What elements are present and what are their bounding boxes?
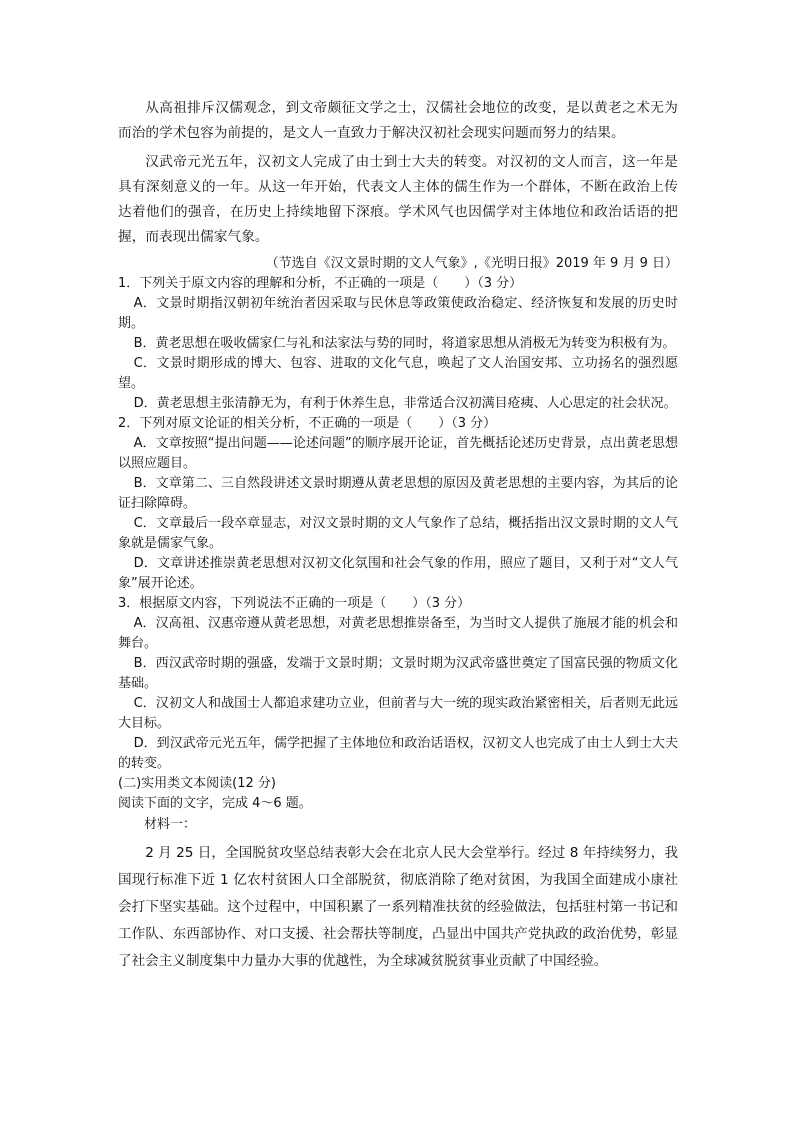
question-stem: 1．下列关于原文内容的理解和分析，不正确的一项是（ ）（3 分） (118, 276, 523, 291)
page-content (118, 96, 678, 975)
question-3 (118, 594, 678, 774)
material-label: 材料一： (144, 817, 197, 832)
passage-paragraph-1: 从高祖排斥汉儒观念，到文帝颇征文学之士，汉儒社会地位的改变，是以黄老之术无为而治的学术包容为前提的，是文人一直致力于解决汉初社会现实问题而努力的结果。 (118, 100, 678, 141)
option-d: D．到汉武帝元光五年，儒学把握了主体地位和政治话语权，汉初文人也完成了由士人到士大夫的转变。 (118, 736, 678, 771)
option-a: A．文景时期指汉朝初年统治者因采取与民休息等政策使政治稳定、经济恢复和发展的历史时期。 (118, 296, 678, 331)
option-d: D．黄老思想主张清静无为，有利于休养生息，非常适合汉初满目疮痍、人心思定的社会状况。 (133, 396, 677, 411)
option-c: C．文章最后一段卒章显志，对汉文景时期的文人气象作了总结，概括指出汉文景时期的文人气象就是儒家气象。 (118, 516, 678, 551)
option-d: D．文章讲述推崇黄老思想对汉初文化氛围和社会气象的作用，照应了题目，又利于对“文人气象”展开论述。 (118, 556, 678, 591)
option-a: A．文章按照“提出问题——论述问题”的顺序展开论证，首先概括论述历史背景，点出黄老思想以照应题目。 (118, 436, 678, 471)
question-1 (118, 274, 678, 414)
option-b: B．西汉武帝时期的强盛，发端于文景时期；文景时期为汉武帝盛世奠定了国富民强的物质文化基础。 (118, 656, 678, 691)
option-b: B．黄老思想在吸收儒家仁与礼和法家法与势的同时，将道家思想从消极无为转变为积极有为。 (133, 336, 676, 351)
option-c: C．汉初文人和战国士人都追求建功立业，但前者与大一统的现实政治紧密相关，后者则无此远大目标。 (118, 696, 678, 731)
passage-paragraph-2: 汉武帝元光五年，汉初文人完成了由士到士大夫的转变。对汉初的文人而言，这一年是具有深刻意义的一年。从这一年开始，代表文人主体的儒生作为一个群体，不断在政治上传达着他们的强音，在历史上持续地留下深痕。学术风气也因儒学对主体地位和政治话语的把握，而表现出儒家气象。 (118, 154, 678, 245)
question-stem: 3．根据原文内容，下列说法不正确的一项是（ ）（3 分） (118, 596, 471, 611)
question-2 (118, 414, 678, 594)
section-heading: (二)实用类文本阅读(12 分) (118, 776, 276, 791)
option-b: B．文章第二、三自然段讲述文景时期遵从黄老思想的原因及黄老思想的主要内容，为其后的论证扫除障碍。 (118, 476, 678, 511)
option-a: A．汉高祖、汉惠帝遵从黄老思想，对黄老思想推崇备至，为当时文人提供了施展才能的机会和舞台。 (118, 616, 678, 651)
section-instruction: 阅读下面的文字，完成 4～6 题。 (118, 796, 312, 811)
option-c: C．文景时期形成的博大、包容、进取的文化气息，唤起了文人治国安邦、立功扬名的强烈愿望。 (118, 356, 678, 391)
passage-source: （节选自《汉文景时期的文人气象》,《光明日报》2019 年 9 月 9 日） (265, 256, 678, 271)
question-stem: 2．下列对原文论证的相关分析，不正确的一项是（ ）（3 分） (118, 416, 497, 431)
material-paragraph: 2 月 25 日，全国脱贫攻坚总结表彰大会在北京人民大会堂举行。经过 8 年持续努力，我国现行标准下近 1 亿农村贫困人口全部脱贫，彻底消除了绝对贫困，为我国全面建成小康社会打下坚实基础。这个过程中，中国积累了一系列精准扶贫的经验做法，包括驻村第一书记和工作队、东西部协作、对口支援、社会帮扶等制度，凸显出中国共产党执政的政治优势，彰显了社会主义制度集中力量办大事的优越性，为全球减贫脱贫事业贡献了中国经验。 (118, 845, 678, 969)
